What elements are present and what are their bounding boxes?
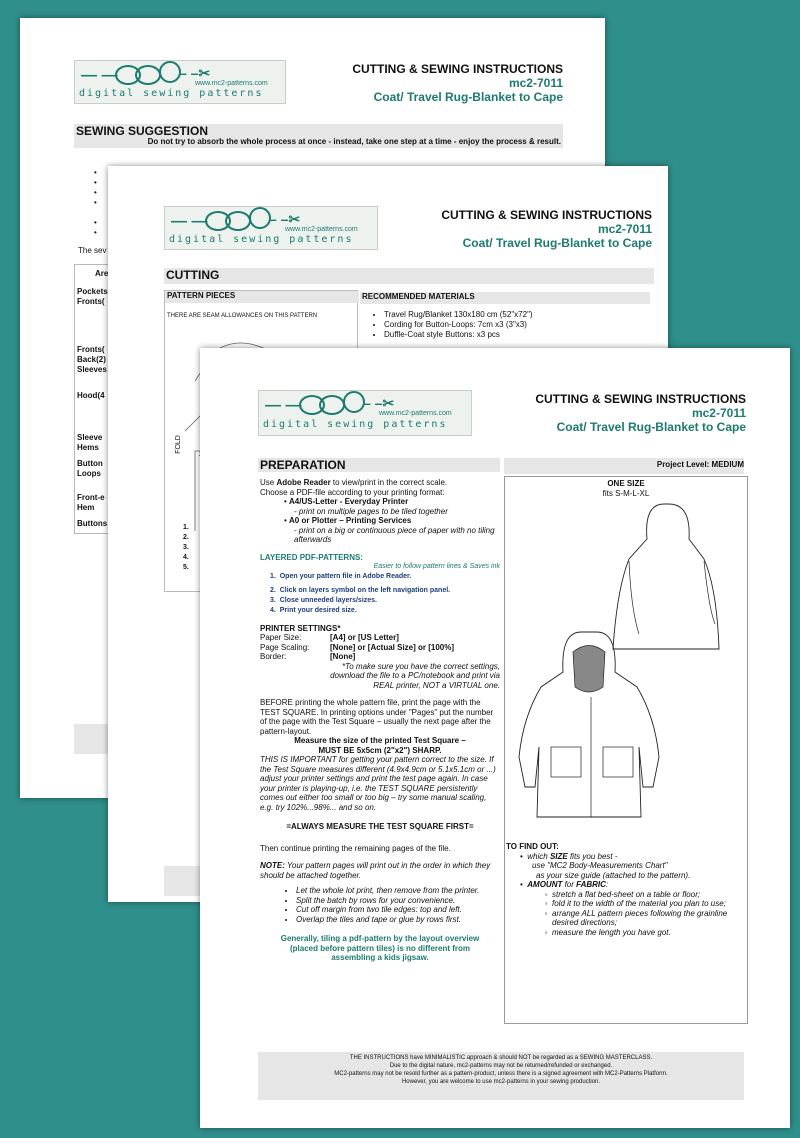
logo-url: www.mc2-patterns.com (379, 410, 452, 417)
grey-block (164, 866, 204, 896)
pattern-code: mc2-7011 (691, 406, 746, 420)
doc-title: CUTTING & SEWING INSTRUCTIONS (535, 392, 746, 406)
logo: — — – –✂ www.mc2-patterns.com digital sewing patterns (164, 206, 378, 250)
materials-list: • Travel Rug/Blanket 130x180 cm (52"x72") • Cording for Button-Loops: 7cm x3 (3"x3) • Duffle-Coat style Buttons: x3 pcs (364, 310, 533, 340)
pattern-pieces-panel: PATTERN PIECES THERE ARE SEAM ALLOWANCES ON THIS PATTERN FOLD 1. 2. 3. 4. 5. (164, 290, 358, 592)
step-numbers: 1. 2. 3. 4. 5. (183, 524, 189, 571)
find-out-section: TO FIND OUT: • which SIZE fits you best - use "MC2 Body-Measurements Chart" as your size guide (attached to the pattern). • AMOUNT for FABRIC: ◦ stretch a flat bed-sheet on a table or floor; ◦ fold it to the width of the material you plan to use; ◦ arrange ALL pattern pieces following the grainline desired directions; ◦ measure the length you have got. (506, 842, 742, 937)
preparation-text: Use Adobe Reader to view/print in the correct scale. Choose a PDF-file according to your printing format: • A4/US-Letter - Everyday Printer - print on multiple pages to be tiled together • A0 or Plotter – Printing Services - print on a big or continuous piece of paper with no tiling afterwards LAYERED PDF-PATTERNS: Easier to follow pattern lines & Saves ink 1. Open your pattern file in Adobe Reader. 2. Click on layers symbol on the left navigation panel. 3. Close unneeded layers/sizes. 4. Print your desired size. PRINTER SETTINGS* Paper Size: [A4] or [US Letter] Page Scaling: [None] or [Actual Size] or [100%] Border: [None] *To make sure you have the correct settings, download the file to a PC/notebook and print via REAL printer, NOT a VIRTUAL one. BEFORE printing the whole pattern file, print the page with the TEST SQUARE. In printing options under "Pages" put the number of the page with the Test Square – usually the next page after the pattern-layout. Measure the size of the printed Test Square – MUST BE 5x5cm (2"x2") SHARP. THIS IS IMPORTANT for getting your pattern correct to the size. If the Test Square measures different (4.9x4.9cm or 5.1x5.1cm or ...) adjust your printer settings and print the test page again. In case your printer is playing-up, i.e. the TEST SQUARE persistently comes out either too small or too big – try some manual scaling, e.g. try 102%...98%... and so on. =ALWAYS MEASURE THE TEST SQUARE FIRST= Then continue printing the remaining pages of the file. NOTE: Your pattern pages will print out in the order in which they should be attached together. • Let the whole lot print, then remove from the printer. • Split the batch by rows for your convenience. • Cut off margin from two tile edges: top and left. • Overlap the tiles and tape or glue by rows first. Generally, tiling a pdf-pattern by the layout overview (placed before pattern tiles) is no different from assembling a kids jigsaw. (260, 478, 500, 963)
layered-title: LAYERED PDF-PATTERNS: (260, 552, 363, 562)
logo: — — – –✂ www.mc2-patterns.com digital sewing patterns (74, 60, 286, 104)
logo-url: www.mc2-patterns.com (195, 80, 268, 87)
logo-url: www.mc2-patterns.com (285, 226, 358, 233)
section-preparation: PREPARATION (258, 458, 500, 472)
page-3 (200, 348, 790, 1128)
bullet-fragments: • • • • • • (94, 168, 97, 237)
project-level: Project Level: MEDIUM (504, 458, 744, 474)
pattern-code: mc2-7011 (597, 222, 652, 236)
text-fragment: The sev (78, 246, 107, 255)
footer-disclaimer: THE INSTRUCTIONS have MINIMALISTIC approach & should NOT be regarded as a SEWING MASTERCLASS. Due to the digital nature, mc2-patterns may not be returned/refunded or exchanged. MC2-patterns may not be resold further as a pattern-product, unless there is a signed agreement with MC2-Patterns Platform. However, you are welcome to use mc2-patterns in your sewing production. (258, 1052, 744, 1100)
printer-settings: Paper Size: [A4] or [US Letter] Page Scaling: [None] or [Actual Size] or [100%] Border: [None] (260, 633, 455, 661)
one-size-label: ONE SIZE (607, 479, 645, 488)
logo-tagline: digital sewing patterns (79, 88, 264, 99)
always-measure: =ALWAYS MEASURE THE TEST SQUARE FIRST= (286, 822, 474, 831)
coat-front-drawing (511, 627, 671, 827)
fabric-steps: ◦ stretch a flat bed-sheet on a table or floor; ◦ fold it to the width of the material you plan to use; ◦ arrange ALL pattern pieces following the grainline desired directions; ◦ measure the length you have got. (506, 890, 742, 938)
fits-label: fits S-M-L-XL (602, 489, 650, 498)
areas-table: Are Pockets Fronts( Fronts( Back(2) Sleeves Hood(4 Sleeve Hems Button Loops Front-e Hem Buttons (74, 264, 136, 534)
product-name: Coat/ Travel Rug-Blanket to Cape (462, 236, 652, 250)
tiling-tips: • Let the whole lot print, then remove from the printer. • Split the batch by rows for your convenience. • Cut off margin from two tile edges: top and left. • Overlap the tiles and tape or glue by rows first. (260, 886, 500, 924)
logo: — — – –✂ www.mc2-patterns.com digital sewing patterns (258, 390, 472, 436)
section-sewing-suggestion: SEWING SUGGESTION Do not try to absorb the whole process at once - instead, take one step at a time - enjoy the process & result. (76, 124, 561, 146)
layered-steps: 1. Open your pattern file in Adobe Reader. 2. Click on layers symbol on the left navigation panel. 3. Close unneeded layers/sizes. 4. Print your desired size. (270, 572, 451, 614)
illustration-panel (504, 476, 748, 1024)
doc-title: CUTTING & SEWING INSTRUCTIONS (441, 208, 652, 222)
product-name: Coat/ Travel Rug-Blanket to Cape (373, 90, 563, 104)
logo-tagline: digital sewing patterns (263, 419, 448, 430)
doc-title: CUTTING & SEWING INSTRUCTIONS (352, 62, 563, 76)
product-name: Coat/ Travel Rug-Blanket to Cape (556, 420, 746, 434)
section-cutting: CUTTING (164, 268, 654, 284)
printer-settings-title: PRINTER SETTINGS* (260, 623, 341, 633)
fold-label: FOLD (174, 435, 182, 454)
pattern-code: mc2-7011 (508, 76, 563, 90)
logo-tagline: digital sewing patterns (169, 234, 354, 245)
recommended-materials-heading: RECOMMENDED MATERIALS (360, 292, 650, 304)
closing-note: Generally, tiling a pdf-pattern by the layout overview (placed before pattern tiles) is no different from assembling a kids jigsaw. (280, 934, 480, 962)
